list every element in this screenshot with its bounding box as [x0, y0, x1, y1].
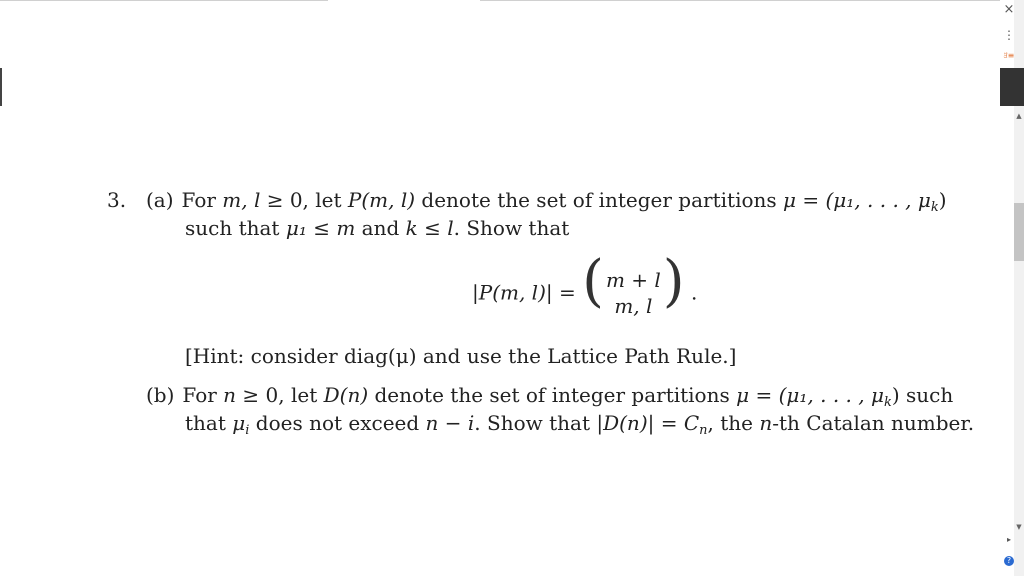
- math: μ = (μ₁, . . . , μ: [783, 188, 931, 212]
- math: D(n): [603, 411, 648, 435]
- text: ≥ 0, let: [260, 188, 348, 212]
- text: , the: [707, 411, 760, 435]
- help-icon[interactable]: ?: [1004, 556, 1014, 566]
- math: k ≤ l: [405, 216, 454, 240]
- math: μ = (μ₁, . . . , μ: [736, 383, 884, 407]
- hint: [Hint: consider diag(μ) and use the Lattice Path Rule.]: [185, 344, 737, 368]
- scrollbar-thumb[interactable]: [1014, 203, 1024, 261]
- left-edge-marker: [0, 68, 2, 106]
- math: D(n): [323, 383, 369, 407]
- part-b-line1: [146, 385, 953, 409]
- small-indicator-icon: ﾖ≡: [1003, 51, 1015, 60]
- text: ≥ 0, let: [236, 383, 324, 407]
- part-b-line2: [185, 413, 974, 437]
- math: P(m, l): [347, 188, 416, 212]
- text: denote the set of integer partitions: [415, 188, 784, 212]
- math: μ₁ ≤ m: [285, 216, 356, 240]
- scroll-down-icon[interactable]: ▼: [1016, 523, 1022, 531]
- text: such that: [185, 216, 286, 240]
- math-sub: n: [699, 423, 708, 438]
- text: denote the set of integer partitions: [368, 383, 737, 407]
- text: For: [181, 188, 223, 212]
- left-paren: (: [582, 249, 604, 314]
- formula-left: |P(m, l)| =: [472, 280, 576, 305]
- right-rail: [1000, 0, 1024, 576]
- math-sub: i: [245, 423, 250, 438]
- top-border-right: [480, 0, 1000, 1]
- expand-icon[interactable]: ▸: [1006, 535, 1011, 544]
- math: μ: [232, 411, 246, 435]
- part-a-label: (a): [146, 188, 174, 212]
- text: . Show that: [453, 216, 570, 240]
- math: C: [683, 411, 700, 435]
- math-sub: k: [930, 200, 939, 215]
- scroll-up-icon[interactable]: ▲: [1016, 112, 1022, 120]
- text: ): [938, 188, 947, 212]
- part-a-line1: [146, 190, 947, 214]
- text: does not exceed: [249, 411, 426, 435]
- binomial: [606, 267, 661, 319]
- text: and: [355, 216, 406, 240]
- math: n: [223, 383, 237, 407]
- text: that: [185, 411, 233, 435]
- math-sub: k: [883, 395, 892, 410]
- text: For: [182, 383, 224, 407]
- math: n − i: [425, 411, 475, 435]
- text: | =: [647, 411, 684, 435]
- close-icon[interactable]: ×: [1003, 2, 1015, 17]
- binom-bottom: m, l: [614, 293, 653, 318]
- part-a-line2: [185, 218, 569, 238]
- more-icon[interactable]: ⋮: [1003, 28, 1015, 42]
- formula-period: .: [691, 280, 698, 305]
- formula: [472, 249, 698, 319]
- top-border-left: [0, 0, 328, 1]
- math: n: [759, 411, 773, 435]
- text: -th Catalan number.: [772, 411, 975, 435]
- right-paren: ): [662, 249, 685, 314]
- binom-top: m + l: [605, 267, 661, 292]
- dark-panel: [1000, 68, 1024, 106]
- text: ) such: [891, 383, 954, 407]
- text: . Show that |: [474, 411, 604, 435]
- part-b-label: (b): [146, 383, 175, 407]
- math: m, l: [222, 188, 261, 212]
- problem-number: 3.: [107, 188, 127, 212]
